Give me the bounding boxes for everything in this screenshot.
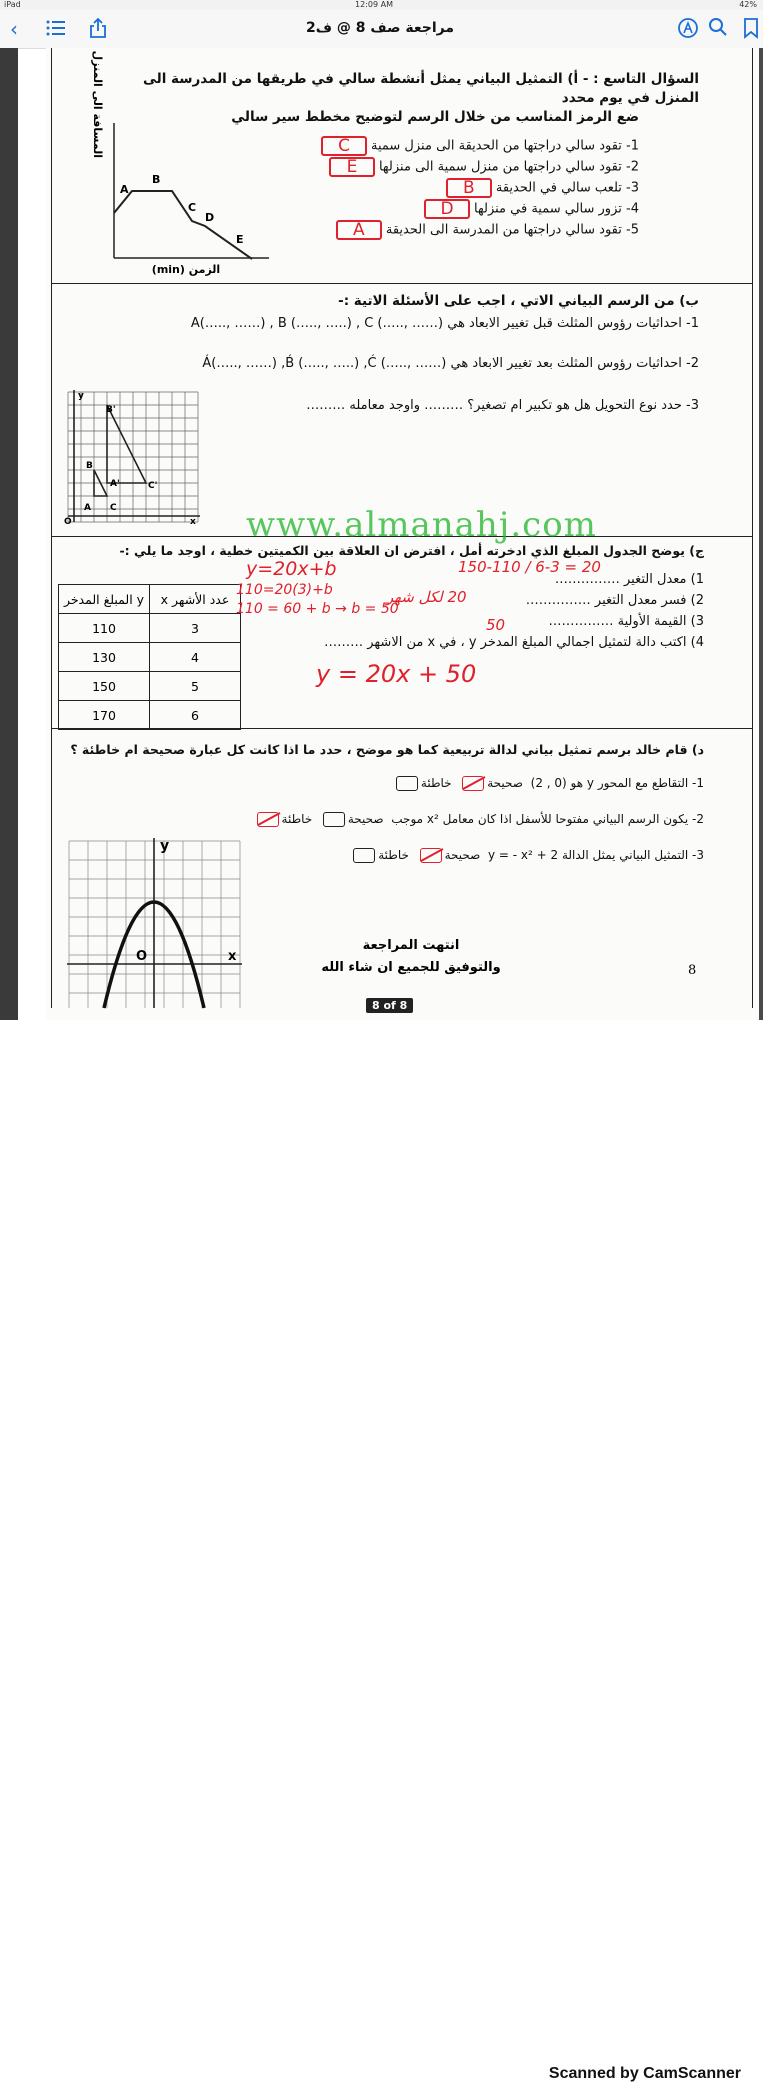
battery-level: 42% <box>739 0 757 9</box>
point-label: B <box>152 173 161 186</box>
list-icon[interactable] <box>44 17 68 41</box>
table-row: 110 3 <box>59 614 241 643</box>
svg-text:y: y <box>78 391 84 401</box>
svg-text:B': B' <box>106 405 116 415</box>
section-b-title: ب) من الرسم البياني الاتي ، اجب على الأسئلة الاتية :- <box>338 293 699 309</box>
handwritten-answer: y = 20x + 50 <box>316 660 477 688</box>
true-checkbox[interactable] <box>462 776 484 791</box>
section-j-title: ج) يوضح الجدول المبلغ الذي ادخرته أمل ، افترض ان العلاقة بين الكميتين خطية ، اوجد ما يلي :- <box>119 543 704 558</box>
secb-q2: 2- احداثيات رؤوس المثلث بعد تغيير الابعاد هي Á(….., ……) ,B́ (….., …..) ,Ć (….., ……) <box>202 356 699 371</box>
q9-title-line2: ضع الرمز المناسب من خلال الرسم لتوضيح مخطط سير سالي <box>231 109 639 125</box>
page-indicator: 8 of 8 <box>366 998 413 1013</box>
share-icon[interactable] <box>86 17 110 41</box>
point-label: C <box>188 201 197 214</box>
annotate-icon[interactable] <box>676 17 700 41</box>
svg-text:x: x <box>190 517 196 527</box>
point-label: A <box>120 183 129 196</box>
answer-box: C <box>321 136 367 156</box>
table-row: 170 6 <box>59 701 241 730</box>
answer-box: D <box>424 199 470 219</box>
true-checkbox[interactable] <box>323 812 345 827</box>
false-checkbox[interactable] <box>396 776 418 791</box>
handwritten-note: 50 <box>486 616 506 634</box>
table-header-row <box>59 585 241 614</box>
svg-text:y: y <box>160 838 170 854</box>
svg-text:C': C' <box>148 481 158 491</box>
bookmark-icon[interactable] <box>740 17 760 41</box>
graph-ylabel: المسافة الى المنزل <box>91 50 104 158</box>
q9-item: 3- تلعب سالي في الحديقةB <box>309 178 639 199</box>
graph-xlabel: الزمن (min) <box>151 263 221 276</box>
scanner-credit: Scanned by CamScanner <box>548 2065 741 2082</box>
svg-text:A: A <box>84 503 91 513</box>
svg-text:x: x <box>228 949 237 964</box>
footer <box>0 1020 763 2082</box>
handwritten-note: 150-110 / 6-3 = 20 <box>458 558 601 576</box>
true-checkbox[interactable] <box>420 848 442 863</box>
q9-item: 2- تقود سالي دراجتها من منزل سمية الى منزلهاE <box>309 157 639 178</box>
secj-item: 3) القيمة الأولية …………… <box>548 614 704 629</box>
svg-text:A': A' <box>110 479 120 489</box>
parabola-graph <box>64 836 249 1011</box>
handwritten-note: 110=20(3)+b <box>236 582 333 598</box>
point-label: D <box>205 211 215 224</box>
answer-box: A <box>336 220 382 240</box>
q9-item: 1- تقود سالي دراجتها من الحديقة الى منزل سميةC <box>309 136 639 157</box>
table-header: المبلغ المدخر y <box>59 585 150 614</box>
secd-item: 1- التقاطع مع المحور y هو (0 , 2) صحيحة خاطئة <box>144 776 704 791</box>
svg-text:B: B <box>86 461 93 471</box>
device-label: iPad <box>4 0 21 9</box>
secj-item: 4) اكتب دالة لتمثيل اجمالي المبلغ المدخر y ، في x من الاشهر ……… <box>324 635 704 650</box>
secj-item: 2) فسر معدل التغير …………… <box>525 593 704 608</box>
secb-q1: 1- احداثيات رؤوس المثلث قبل تغيير الابعاد هي A(….., ……) , B (….., …..) , C (….., ……) <box>190 316 699 331</box>
section-d-title: د) قام خالد برسم تمثيل بياني لدالة تربيعية كما هو موضح ، حدد ما اذا كانت كل عبارة صحيحة ام خاطئة ؟ <box>70 742 704 757</box>
handwritten-note: y=20x+b <box>246 558 337 580</box>
svg-text:O: O <box>64 517 72 527</box>
end-note: والتوفيق للجميع ان شاء الله <box>321 960 501 975</box>
watermark: www.almanahj.com <box>246 505 597 545</box>
left-margin <box>0 48 18 1020</box>
distance-time-graph <box>74 50 274 276</box>
secb-q3: 3- حدد نوع التحويل هل هو تكبير ام تصغير؟ ……… واوجد معامله ……… <box>306 398 699 413</box>
document-title: مراجعة صف 8 @ ف2 <box>305 20 455 36</box>
q9-title-line1: السؤال التاسع : - أ) التمثيل البياني يمثل أنشطة سالي في طريقها من المدرسة الى المنزل في يوم محدد <box>143 71 699 106</box>
table-row: 130 4 <box>59 643 241 672</box>
q9-item: 4- تزور سالي سمية في منزلهاD <box>309 199 639 220</box>
point-label: E <box>236 233 244 246</box>
back-chevron-icon[interactable]: ‹ <box>10 17 18 41</box>
q9-item: 5- تقود سالي دراجتها من المدرسة الى الحديقةA <box>309 220 639 241</box>
end-note: انتهت المراجعة <box>362 938 460 953</box>
savings-table <box>58 584 241 730</box>
handwritten-note: 20 لكل شهر <box>386 588 467 606</box>
dilation-grid <box>60 388 204 528</box>
svg-text:C: C <box>110 503 117 513</box>
table-header: عدد الأشهر x <box>150 585 241 614</box>
clock: 12:09 AM <box>355 0 393 9</box>
answer-box: B <box>446 178 492 198</box>
divider <box>51 283 753 284</box>
table-row: 150 5 <box>59 672 241 701</box>
false-checkbox[interactable] <box>353 848 375 863</box>
status-bar <box>0 0 763 10</box>
answer-box: E <box>329 157 375 177</box>
reader-toolbar <box>0 10 763 49</box>
false-checkbox[interactable] <box>257 812 279 827</box>
handwritten-note: 110 = 60 + b → b = 50 <box>236 601 399 617</box>
page-number: 8 <box>688 963 697 978</box>
secd-item: 3- التمثيل البياني يمثل الدالة y = - x² + 2 صحيحة خاطئة <box>144 848 704 863</box>
search-icon[interactable] <box>706 17 730 41</box>
secd-item: 2- يكون الرسم البياني مفتوحا للأسفل اذا كان معامل x² موجب صحيحة خاطئة <box>144 812 704 827</box>
document-page <box>46 48 759 1020</box>
secj-item: 1) معدل التغير …………… <box>554 572 704 587</box>
svg-text:O: O <box>136 949 148 964</box>
